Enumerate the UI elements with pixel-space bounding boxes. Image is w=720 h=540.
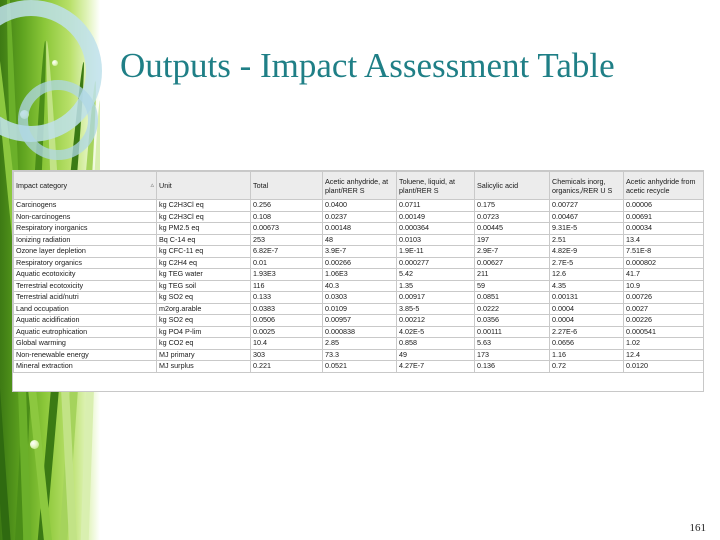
table-cell: 0.0025 [251,326,323,338]
table-cell: 3.9E-7 [323,246,397,258]
table-cell: 0.00727 [550,200,624,212]
column-header-acetic-anhydride[interactable]: Acetic anhydride, at plant/RER S [323,172,397,200]
table-cell: Terrestrial acid/nutri [14,292,157,304]
table-cell: 0.000364 [397,223,475,235]
column-header-unit[interactable]: Unit [157,172,251,200]
table-cell: 0.0303 [323,292,397,304]
column-header-total[interactable]: Total [251,172,323,200]
table-cell: Ozone layer depletion [14,246,157,258]
table-cell: 0.858 [397,338,475,350]
table-row[interactable] [14,315,704,327]
table-row[interactable] [14,246,704,258]
table-cell: 0.000802 [624,257,704,269]
table-cell: 5.63 [475,338,550,350]
table-cell: 7.51E-8 [624,246,704,258]
table-cell: kg CO2 eq [157,338,251,350]
table-cell: 48 [323,234,397,246]
table-cell: 0.0383 [251,303,323,315]
table-cell: 0.0222 [475,303,550,315]
table-cell: 303 [251,349,323,361]
table-cell: Aquatic acidification [14,315,157,327]
table-cell: 1.93E3 [251,269,323,281]
table-cell: kg TEG water [157,269,251,281]
column-header-salicylic-acid[interactable]: Salicylic acid [475,172,550,200]
table-cell: 1.06E3 [323,269,397,281]
table-row[interactable] [14,326,704,338]
table-cell: 9.31E-5 [550,223,624,235]
table-cell: 0.00445 [475,223,550,235]
table-row[interactable] [14,280,704,292]
table-cell: 2.51 [550,234,624,246]
table-cell: 0.00627 [475,257,550,269]
sort-arrow-icon[interactable]: ▵ [150,182,154,189]
table-cell: Ionizing radiation [14,234,157,246]
table-cell: 10.9 [624,280,704,292]
column-header-toluene[interactable]: Toluene, liquid, at plant/RER S [397,172,475,200]
table-cell: MJ primary [157,349,251,361]
table-cell: 0.72 [550,361,624,373]
table-cell: 253 [251,234,323,246]
table-cell: 0.0027 [624,303,704,315]
table-cell: 0.0656 [550,338,624,350]
table-cell: kg TEG soil [157,280,251,292]
table-cell: Aquatic eutrophication [14,326,157,338]
table-cell: Respiratory inorganics [14,223,157,235]
table-header-row [14,172,704,200]
table-row[interactable] [14,211,704,223]
table-cell: Respiratory organics [14,257,157,269]
table-cell: 2.9E-7 [475,246,550,258]
table-cell: 0.00111 [475,326,550,338]
table-cell: 0.00006 [624,200,704,212]
table-cell: 116 [251,280,323,292]
table-cell: 40.3 [323,280,397,292]
table-cell: 0.0103 [397,234,475,246]
column-header-chemicals-organics[interactable]: Chemicals inorg, organics,/RER U S [550,172,624,200]
table-cell: 0.00691 [624,211,704,223]
table-cell: 0.133 [251,292,323,304]
table-cell: 5.42 [397,269,475,281]
table-cell: 0.00917 [397,292,475,304]
table-cell: kg C2H3Cl eq [157,211,251,223]
column-header-acetic-recycle[interactable]: Acetic anhydride from acetic recycle [624,172,704,200]
table-cell: 73.3 [323,349,397,361]
table-cell: 0.0237 [323,211,397,223]
table-cell: 0.0004 [550,315,624,327]
table-cell: 4.82E-9 [550,246,624,258]
table-row[interactable] [14,361,704,373]
table-cell: 0.0851 [475,292,550,304]
table-cell: 13.4 [624,234,704,246]
table-cell: 0.00131 [550,292,624,304]
table-cell: MJ surplus [157,361,251,373]
table-cell: 0.00226 [624,315,704,327]
table-row[interactable] [14,349,704,361]
table-cell: Land occupation [14,303,157,315]
table-cell: 173 [475,349,550,361]
table-row[interactable] [14,303,704,315]
table-cell: kg PM2.5 eq [157,223,251,235]
table-cell: 0.0004 [550,303,624,315]
table-cell: 6.82E-7 [251,246,323,258]
table-cell: 12.6 [550,269,624,281]
table-cell: kg CFC-11 eq [157,246,251,258]
table-cell: 0.01 [251,257,323,269]
table-cell: 4.02E-5 [397,326,475,338]
table-cell: 59 [475,280,550,292]
table-cell: 0.00726 [624,292,704,304]
table-cell: 211 [475,269,550,281]
table-row[interactable] [14,292,704,304]
table-cell: 0.000838 [323,326,397,338]
table-cell: 0.0521 [323,361,397,373]
page-number: 161 [689,522,706,534]
table-cell: 0.00673 [251,223,323,235]
table-row[interactable] [14,234,704,246]
table-cell: 0.000541 [624,326,704,338]
table-cell: 1.9E-11 [397,246,475,258]
table-cell: Non-carcinogens [14,211,157,223]
table-cell: 2.85 [323,338,397,350]
table-cell: Terrestrial ecotoxicity [14,280,157,292]
table-cell: 2.27E-6 [550,326,624,338]
table-cell: 12.4 [624,349,704,361]
table-cell: 0.175 [475,200,550,212]
table-cell: 0.00149 [397,211,475,223]
table-cell: 197 [475,234,550,246]
table-cell: 0.0723 [475,211,550,223]
column-header-impact-category[interactable]: Impact category ▵ [14,172,157,200]
table-row[interactable] [14,338,704,350]
table-cell: Mineral extraction [14,361,157,373]
table-cell: 0.108 [251,211,323,223]
table-cell: 0.256 [251,200,323,212]
table-cell: 0.0400 [323,200,397,212]
slide-title: Outputs - Impact Assessment Table [120,46,615,85]
table-cell: 1.16 [550,349,624,361]
table-cell: Global warming [14,338,157,350]
table-cell: 2.7E-5 [550,257,624,269]
table-cell: 1.35 [397,280,475,292]
table-cell: 0.136 [475,361,550,373]
table-cell: kg SO2 eq [157,315,251,327]
table-cell: kg C2H3Cl eq [157,200,251,212]
table-cell: 1.02 [624,338,704,350]
table-cell: kg PO4 P-lim [157,326,251,338]
table-row[interactable] [14,269,704,281]
table-cell: 0.00034 [624,223,704,235]
table-cell: 0.00467 [550,211,624,223]
table-cell: 41.7 [624,269,704,281]
table-cell: 0.00148 [323,223,397,235]
table-row[interactable] [14,223,704,235]
table-cell: 49 [397,349,475,361]
table-cell: kg C2H4 eq [157,257,251,269]
table-cell: 4.35 [550,280,624,292]
impact-assessment-table [12,170,704,392]
table-cell: 0.0356 [475,315,550,327]
decorative-ring-small [18,80,98,160]
table-cell: 0.0109 [323,303,397,315]
table-cell: 0.00212 [397,315,475,327]
table-cell: 0.0120 [624,361,704,373]
table-cell: Carcinogens [14,200,157,212]
table-cell: m2org.arable [157,303,251,315]
table-cell: 0.0711 [397,200,475,212]
table-cell: 4.27E-7 [397,361,475,373]
table-cell: 0.0506 [251,315,323,327]
table-cell: 0.00266 [323,257,397,269]
table-cell: 3.85-5 [397,303,475,315]
table-cell: 10.4 [251,338,323,350]
table-cell: Aquatic ecotoxicity [14,269,157,281]
table-row[interactable] [14,257,704,269]
table-row[interactable] [14,200,704,212]
table-cell: Non-renewable energy [14,349,157,361]
table-cell: 0.000277 [397,257,475,269]
table-cell: 0.221 [251,361,323,373]
table-cell: 0.00957 [323,315,397,327]
table-cell: Bq C-14 eq [157,234,251,246]
table-cell: kg SO2 eq [157,292,251,304]
